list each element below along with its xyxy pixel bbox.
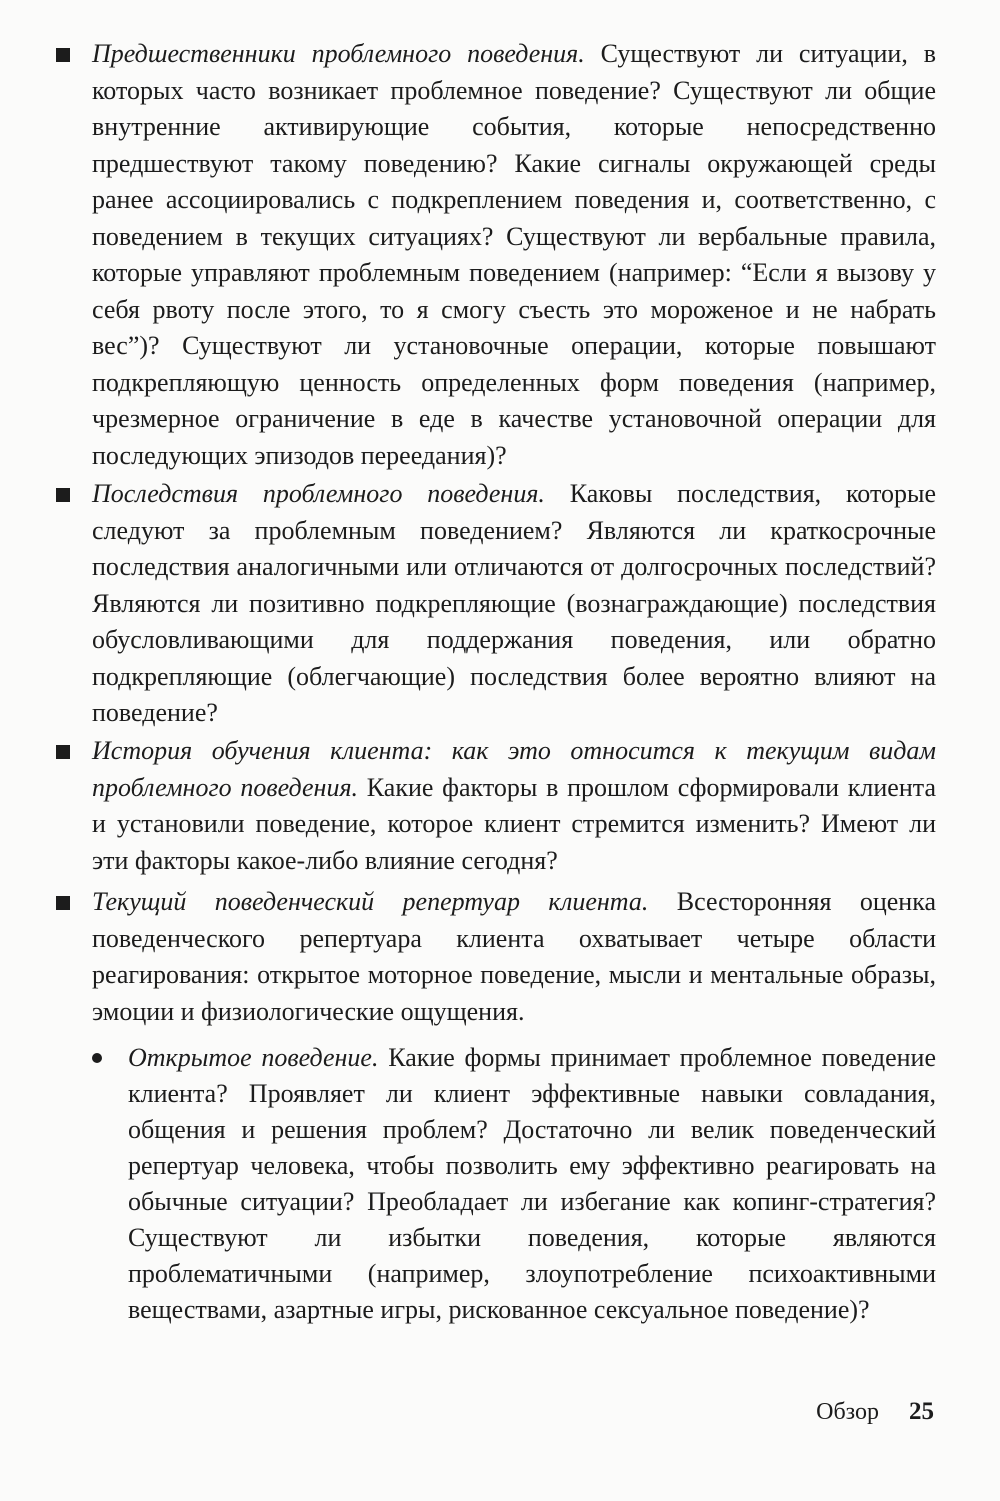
square-bullet-icon — [56, 896, 70, 910]
section-text — [92, 36, 936, 474]
section-title: Последствия проблемного поведения. — [92, 479, 545, 508]
section-consequences — [56, 476, 936, 732]
section-body: Каковы последствия, которые следуют за проблемным поведением? Являются ли краткосрочные последствия аналогичными или отличаются от долгосрочных последствий? Являются ли позитивно подкрепляющие (вознаграждающие) последствия обусловливающими для поддержания поведения, или обратно подкрепляющие (облегчающие) последствия более вероятно влияют на поведение? — [92, 479, 936, 727]
section-body: Всесторонняя оценка поведенческого репертуара клиента охватывает четыре области реагирования: открытое моторное поведение, мысли и ментальные образы, эмоции и физиологические ощущения. — [92, 887, 936, 1026]
section-learning-history — [56, 733, 936, 879]
square-bullet-icon — [56, 488, 70, 502]
subsection-body: Какие формы принимает проблемное поведение клиента? Проявляет ли клиент эффективные навыки совладания, общения и решения проблем? Достаточно ли велик поведенческий репертуар человека, чтобы позволить ему эффективно реагировать на обычные ситуации? Преобладает ли избегание как копинг-стратегия? Существуют ли избытки поведения, которые являются проблематичными (например, злоупотребление психоактивными веществами, азартные игры, рискованное сексуальное поведение)? — [128, 1043, 936, 1324]
square-bullet-icon — [56, 48, 70, 62]
page-number: 25 — [909, 1398, 934, 1425]
section-antecedents — [56, 36, 936, 474]
section-title: История обучения клиента: как это относится к текущим видам проблемного поведения. — [92, 736, 936, 802]
section-body: Какие факторы в прошлом сформировали клиента и установили поведение, которое клиент стремится изменить? Имеют ли эти факторы какое-либо влияние сегодня? — [92, 772, 936, 875]
section-behavioral-repertoire — [56, 884, 936, 1030]
section-title: Текущий поведенческий репертуар клиента. — [92, 887, 649, 916]
running-head: Обзор — [816, 1399, 879, 1425]
subsection-overt-behavior — [92, 1040, 936, 1328]
square-bullet-icon — [56, 745, 70, 759]
section-title: Предшественники проблемного поведения. — [92, 39, 585, 68]
section-text — [92, 733, 936, 879]
section-text — [92, 884, 936, 1030]
page-footer — [816, 1398, 934, 1426]
subsection-text — [128, 1040, 936, 1328]
section-text — [92, 476, 936, 732]
section-body: Существуют ли ситуации, в которых часто возникает проблемное поведение? Существуют ли общие внутренние активирующие события, которые непосредственно предшествуют такому поведению? Какие сигналы окружающей среды ранее ассоциировались с подкреплением поведения и, соответственно, с поведением в текущих ситуациях? Существуют ли вербальные правила, которые управляют проблемным поведением (например: “Если я вызову у себя рвоту после этого, то я смогу съесть это мороженое и не набрать вес”)? Существуют ли установочные операции, которые повышают подкрепляющую ценность определенных форм поведения (например, чрезмерное ограничение в еде в качестве установочной операции для последующих эпизодов переедания)? — [92, 39, 936, 470]
round-bullet-icon — [92, 1053, 102, 1063]
subsection-title: Открытое поведение. — [128, 1043, 379, 1072]
